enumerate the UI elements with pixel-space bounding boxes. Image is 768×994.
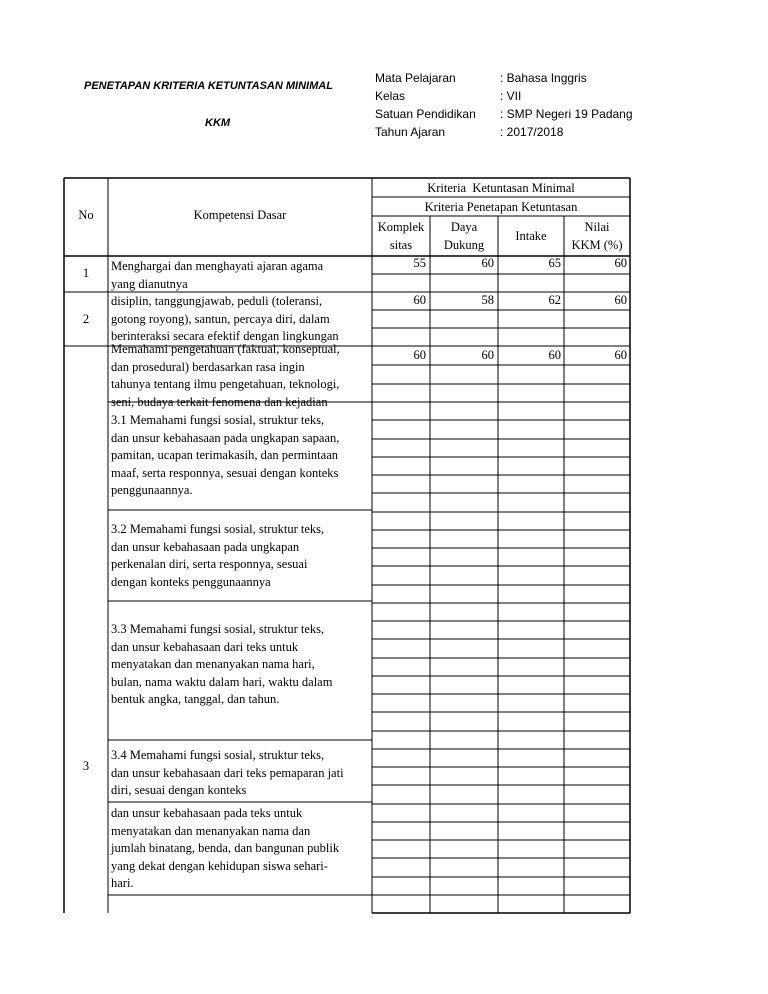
sub-kd-line: dan unsur kebahasaan dari teks untuk (111, 639, 299, 654)
sub-kd-line: yang dekat dengan kehidupan siswa sehari- (111, 858, 328, 873)
row-2-kd-line: disiplin, tanggungjawab, peduli (toleransi, (111, 294, 323, 308)
header-nilai-2: KKM (%) (571, 238, 623, 252)
row-3-daya: 60 (481, 348, 494, 362)
row-3-komplek: 60 (413, 348, 426, 362)
row-2-kd (111, 293, 373, 346)
sub-kd-3-4 (111, 747, 373, 802)
row-2-kd-line: gotong royong), santun, percaya diri, dalam (111, 311, 330, 326)
document-title: PENETAPAN KRITERIA KETUNTASAN MINIMAL (84, 80, 333, 92)
row-2-komplek: 60 (413, 293, 426, 307)
row-3-intake: 60 (548, 348, 561, 362)
sub-kd-line: dengan konteks penggunaannya (111, 574, 271, 589)
row-2-no: 2 (82, 312, 90, 326)
row-3-no: 3 (82, 759, 90, 773)
header-intake: Intake (515, 229, 547, 243)
info-label-school: Satuan Pendidikan (375, 107, 476, 121)
sub-kd-line: menyatakan dan menanyakan nama hari, (111, 657, 315, 671)
sub-kd-line: penggunaannya. (111, 483, 193, 497)
info-value-school: : SMP Negeri 19 Padang (500, 107, 633, 121)
sub-kd-line: menyatakan dan menanyakan nama dan (111, 823, 311, 838)
row-1-no: 1 (82, 266, 90, 280)
row-2-intake: 62 (548, 293, 561, 307)
sub-kd-line: dan unsur kebahasaan pada teks untuk (111, 806, 303, 820)
sub-kd-line: hari. (111, 876, 134, 890)
sub-kd-3-3 (111, 621, 373, 717)
header-no: No (78, 208, 94, 222)
sub-kd-line: jumlah binatang, benda, dan bangunan publik (111, 841, 340, 855)
row-1-kd (111, 258, 373, 292)
row-2-daya: 58 (481, 293, 494, 307)
sub-kd-line: perkenalan diri, serta responnya, sesuai (111, 557, 308, 571)
header-kompetensi-dasar: Kompetensi Dasar (193, 208, 287, 222)
row-1-kd-line: yang dianutnya (111, 276, 188, 291)
row-3-kd (111, 341, 373, 409)
document-subtitle: KKM (205, 117, 231, 129)
header-komplek-2: sitas (389, 238, 413, 252)
sub-kd-line: dan unsur kebahasaan pada ungkapan sapaan, (111, 430, 340, 445)
row-1-intake: 65 (548, 256, 561, 270)
row-3-kd-line: Memahami pengetahuan (faktual, konseptual, (111, 342, 340, 356)
sub-kd-line: bentuk angka, tanggal, dan tahun. (111, 692, 280, 706)
row-2-nilai: 60 (614, 293, 627, 307)
sub-kd-line: diri, sesuai dengan konteks (111, 783, 247, 797)
info-value-subject: : Bahasa Inggris (500, 71, 587, 85)
sub-kd-line: bulan, nama waktu dalam hari, waktu dalam (111, 674, 333, 689)
header-group-kriteria: Kriteria Penetapan Ketuntasan (424, 200, 578, 214)
sub-kd-line: maaf, serta responnya, sesuai dengan konteks (111, 465, 339, 480)
info-label-subject: Mata Pelajaran (375, 71, 456, 85)
sub-kd-line: pamitan, ucapan terimakasih, dan permintaan (111, 448, 338, 462)
row-2-kd-line: berinteraksi secara efektif dengan lingkungan (111, 329, 339, 343)
info-value-year: : 2017/2018 (500, 125, 564, 139)
info-label-year: Tahun Ajaran (375, 125, 446, 139)
header-group-kkm: Kriteria Ketuntasan Minimal (427, 181, 575, 195)
header-daya-2: Dukung (443, 238, 485, 252)
header-komplek-1: Komplek (377, 220, 425, 234)
header-nilai-1: Nilai (584, 220, 610, 234)
sub-kd-line: 3.4 Memahami fungsi sosial, struktur teks, (111, 748, 325, 762)
row-3-kd-line: tahunya tentang ilmu pengetahuan, teknologi, (111, 377, 340, 391)
info-value-class: : VII (500, 89, 522, 103)
header-daya-1: Daya (450, 220, 478, 234)
row-3-kd-line: seni, budaya terkait fenomena dan kejadian (111, 394, 328, 409)
row-1-komplek: 55 (413, 256, 426, 270)
row-1-daya: 60 (481, 256, 494, 270)
row-1-kd-line: Menghargai dan menghayati ajaran agama (111, 259, 324, 273)
sub-kd-line: 3.3 Memahami fungsi sosial, struktur teks, (111, 622, 325, 636)
sub-kd-line: 3.2 Memahami fungsi sosial, struktur teks, (111, 522, 325, 536)
sub-kd-3-2 (111, 521, 373, 599)
sub-kd-3-1 (111, 412, 373, 508)
row-3-nilai: 60 (614, 348, 627, 362)
info-label-class: Kelas (375, 89, 406, 103)
row-3-kd-line: dan prosedural) berdasarkan rasa ingin (111, 359, 305, 374)
row-1-nilai: 60 (614, 256, 627, 270)
sub-kd-line: 3.1 Memahami fungsi sosial, struktur teks, (111, 413, 325, 427)
sub-kd-line: dan unsur kebahasaan dari teks pemaparan jati (111, 765, 344, 780)
sub-kd-continuation (111, 805, 373, 895)
sub-kd-line: dan unsur kebahasaan pada ungkapan (111, 539, 300, 554)
